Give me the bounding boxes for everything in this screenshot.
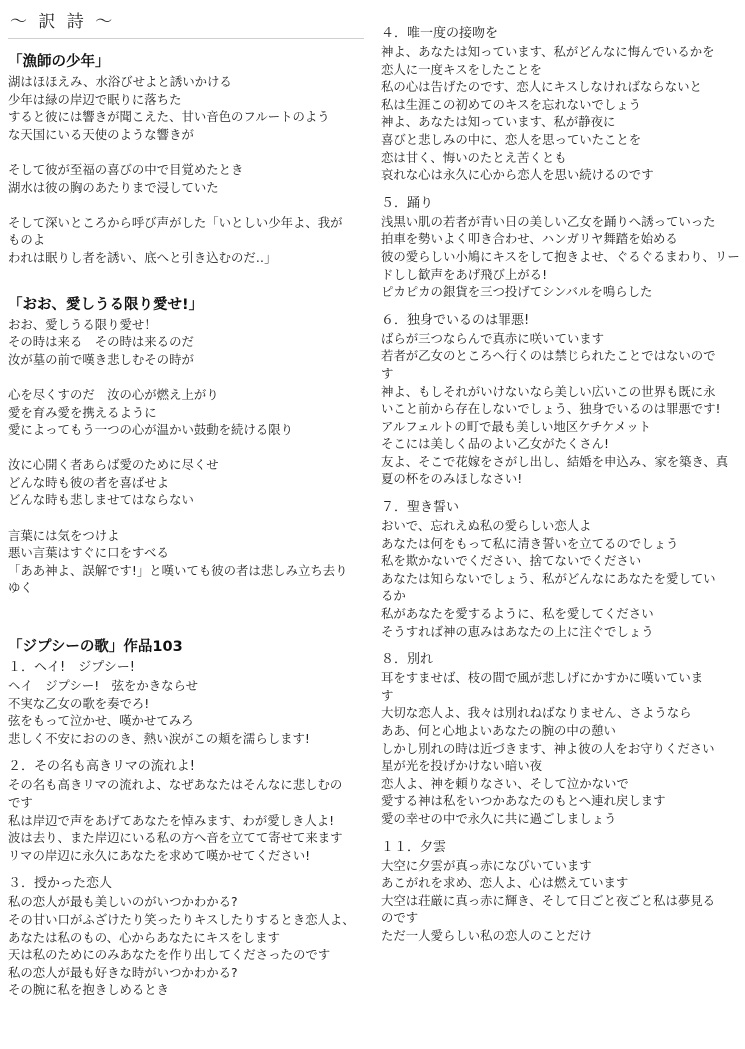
poem-line: 浅黒い肌の若者が青い日の美しい乙女を踊りへ誘っていった	[381, 213, 716, 229]
poem-section	[381, 24, 737, 184]
poem-section	[8, 658, 366, 747]
poem-line: 大空は荘厳に真っ赤に輝き、そして日ごと夜ごと私は夢見る	[381, 892, 716, 908]
poem-line: 私を欺かないでください、捨てないでください	[381, 553, 642, 569]
poem-line: な天国にいる天使のような響きが	[8, 126, 194, 142]
poem-line: です	[8, 795, 33, 810]
poem-line: あなたは私のもの、心からあなたにキスをします	[8, 929, 280, 945]
poem-line: 悪い言葉はすぐに口をすべる	[8, 545, 169, 561]
poem-line: その名も高きリマの流れよ、なぜあなたはそんなに悲しむの	[8, 777, 343, 793]
poem-title: ２．その名も高きリマの流れよ!	[8, 759, 195, 775]
poem-line: 汝が墓の前で嘆き悲しむその時が	[8, 351, 194, 367]
poem-section	[381, 498, 737, 640]
poem-line: そこには美しく品のよい乙女がたくさん!	[381, 436, 609, 452]
poem-line: 星が光を投げかけない暗い夜	[381, 758, 543, 774]
poem-line: そして彼が至福の喜びの中で目覚めたとき	[8, 161, 244, 177]
poem-line: 私の恋人が最も好きな時がいつかわかる?	[8, 964, 238, 980]
poem-line: ドしし歓声をあげ飛び上がる!	[381, 266, 548, 282]
poem-line: 喜びと悲しみの中に、恋人を思っていたことを	[381, 131, 642, 147]
poem-line: 夏の杯をのみほしなさい!	[381, 471, 523, 487]
poem-line: 弦をもって泣かせ、嘆かせてみろ	[8, 713, 194, 729]
poem-line: 私は岸辺で声をあげてあなたを悼みます、わが愛しき人よ!	[8, 812, 335, 828]
poem-line: ああ、何と心地よいあなたの腕の中の憩い	[381, 723, 616, 738]
poem-line: ゆく	[8, 580, 33, 596]
poem-line: 恋人に一度キスをしたことを	[381, 61, 542, 77]
poem-line: 不実な乙女の歌を奏でろ!	[8, 695, 150, 711]
poem-line: そうすれば神の恵みはあなたの上に注ぐでしょう	[381, 623, 654, 639]
poem-line: しかし別れの時は近づきます、神よ彼の人をお守りください	[381, 740, 715, 756]
poem-section	[8, 874, 366, 999]
poem-line: 神よ、あなたは知っています、私が静夜に	[381, 114, 616, 130]
poem-line: 恋は甘く、悔いのたとえ苦くとも	[381, 149, 567, 165]
poem-section	[8, 637, 366, 658]
poem-line: 耳をすませば、枝の間で風が悲しげにかすかに嘆いていま	[381, 670, 704, 686]
stanza-break	[8, 439, 366, 457]
left-column	[8, 52, 366, 999]
poem-title: ５．踊り	[381, 195, 434, 211]
poem-title: ３．授かった恋人	[8, 876, 113, 892]
poem-line: 愛する神は私をいつかあなたのもとへ連れ戻します	[381, 793, 666, 809]
poem-line: 大空に夕雲が真っ赤になびいています	[381, 857, 592, 873]
poem-line: 湖はほほえみ、水浴びせよと誘いかける	[8, 74, 232, 89]
poem-line: 神よ、もしそれがいけないなら美しい広いこの世界も既に永	[381, 383, 716, 399]
poem-section	[381, 838, 737, 945]
poem-title: ４．唯一度の接吻を	[381, 26, 499, 41]
poem-section	[381, 311, 737, 488]
poem-section	[8, 757, 366, 864]
poem-line: 愛を育み愛を携えるように	[8, 404, 157, 420]
poem-line: その甘い口がふざけたり笑ったりキスしたりするとき恋人よ、	[8, 911, 355, 927]
poem-section	[8, 295, 366, 598]
poem-title: 「ジプシーの歌」作品103	[8, 639, 183, 656]
poem-title: 「おお、愛しうる限り愛せ!」	[8, 296, 204, 313]
poem-line: すると彼には響きが聞こえた、甘い音色のフルートのよう	[8, 109, 330, 125]
poem-line: 波は去り、また岸辺にいる私の方へ音を立てて寄せて来ます	[8, 830, 343, 846]
stanza-break	[8, 368, 366, 386]
poem-line: そして深いところから呼び声がした「いとしい少年よ、我が	[8, 214, 343, 230]
poem-line: ただ一人愛らしい私の恋人のことだけ	[381, 927, 592, 943]
poem-line: どんな時も悲しませてはならない	[8, 492, 194, 508]
poem-line: 汝に心開く者あらば愛のために尽くせ	[8, 457, 219, 473]
poem-line: 心を尽くすのだ 汝の心が燃え上がり	[8, 386, 219, 402]
poem-line: 彼の愛らしい小鳩にキスをして抱きよせ、ぐるぐるまわり、リー	[381, 248, 740, 264]
page-title: ～ 訳 詩 ～	[10, 12, 116, 32]
poem-line: 言葉には気をつけよ	[8, 527, 120, 543]
poem-line: ピカピカの銀貨を三つ投げてシンバルを鳴らした	[381, 284, 653, 300]
poem-line: あこがれを求め、恋人よ、心は燃えています	[381, 875, 629, 891]
poem-title: ８．別れ	[381, 652, 434, 668]
poem-line: 私の恋人が最も美しいのがいつかわかる?	[8, 894, 238, 910]
header-divider	[8, 38, 364, 39]
poem-line: るか	[381, 588, 406, 604]
right-column	[381, 24, 740, 945]
poem-line: おお、愛しうる限り愛せ！	[8, 316, 157, 332]
poem-line: 拍車を勢いよく叩き合わせ、ハンガリヤ舞踏を始める	[381, 231, 678, 247]
poem-title: ７．聖き誓い	[381, 500, 460, 516]
poem-line: 私があなたを愛するように、私を愛してください	[381, 606, 654, 622]
poem-line: どんな時も彼の者を喜ばせよ	[8, 474, 170, 490]
poem-line: 悲しく不安におののき、熱い涙がこの頬を濡らします!	[8, 730, 310, 746]
poem-title: 「漁師の少年」	[8, 54, 110, 70]
poem-line: 私は生涯この初めてのキスを忘れないでしょう	[381, 96, 641, 112]
poem-line: 大切な恋人よ、我々は別れねばなりません、さようなら	[381, 705, 692, 721]
poem-line: 恋人よ、神を頼りなさい、そして泣かないで	[381, 775, 629, 791]
poem-line: す	[381, 687, 394, 703]
poem-section	[381, 194, 740, 301]
poem-line: 若者が乙女のところへ行くのは禁じられたことではないので	[381, 348, 716, 364]
poem-line: われは眠りし者を誘い、底へと引き込むのだ‥」	[8, 249, 277, 265]
poem-title: １１．夕雲	[381, 839, 447, 855]
stanza-break	[8, 509, 366, 527]
poem-title: ６．独身でいるのは罪悪!	[381, 312, 530, 328]
stanza-break	[8, 143, 366, 161]
poem-section	[8, 52, 366, 267]
stanza-break	[8, 196, 366, 214]
poem-line: 愛によってもう一つの心が温かい鼓動を続ける限り	[8, 422, 293, 438]
poem-line: ものよ	[8, 232, 46, 248]
poem-line: 湖水は彼の胸のあたりまで浸していた	[8, 179, 219, 195]
poem-line: 少年は緑の岸辺で眠りに落ちた	[8, 91, 182, 107]
poem-line: 友よ、そこで花嫁をさがし出し、結婚を申込み、家を築き、真	[381, 453, 729, 469]
poem-line: ばらが三つならんで真赤に咲いています	[381, 330, 605, 346]
poem-line: のです	[381, 910, 419, 926]
poem-line: 私の心は告げたのです、恋人にキスしなければならないと	[381, 79, 702, 95]
poem-line: 神よ、あなたは知っています、私がどんなに悔んでいるかを	[381, 44, 715, 59]
poem-line: おいで、忘れえぬ私の愛らしい恋人よ	[381, 518, 592, 534]
poem-line: ヘイ ジプシー! 弦をかきならせ	[8, 678, 198, 694]
poem-line: その時は来る その時は来るのだ	[8, 334, 194, 350]
poem-line: 哀れな心は永久に心から恋人を思い続けるのです	[381, 167, 654, 183]
poem-line: 愛の幸せの中で永久に共に過ごしましょう	[381, 810, 617, 826]
poem-line: あなたは何をもって私に清き誓いを立てるのでしょう	[381, 535, 679, 551]
poem-line: す	[381, 365, 394, 381]
poem-line: アルフェルトの町で最も美しい地区ケチケメット	[381, 418, 651, 434]
poem-line: リマの岸辺に永久にあなたを求めて嘆かせてください!	[8, 847, 311, 863]
poem-line: 「ああ神よ、誤解です!」と嘆いても彼の者は悲しみ立ち去り	[8, 562, 348, 578]
poem-section	[381, 650, 737, 827]
poem-line: 天は私のためにのみあなたを作り出してくださったのです	[8, 947, 331, 963]
poem-line: その腕に私を抱きしめるとき	[8, 982, 170, 998]
poem-line: あなたは知らないでしょう、私がどんなにあなたを愛してい	[381, 570, 716, 586]
page-header	[8, 10, 364, 39]
poem-line: いこと前から存在しないでしょう、独身でいるのは罪悪です!	[381, 401, 721, 417]
poem-title: １．ヘイ! ジプシー!	[8, 660, 135, 676]
